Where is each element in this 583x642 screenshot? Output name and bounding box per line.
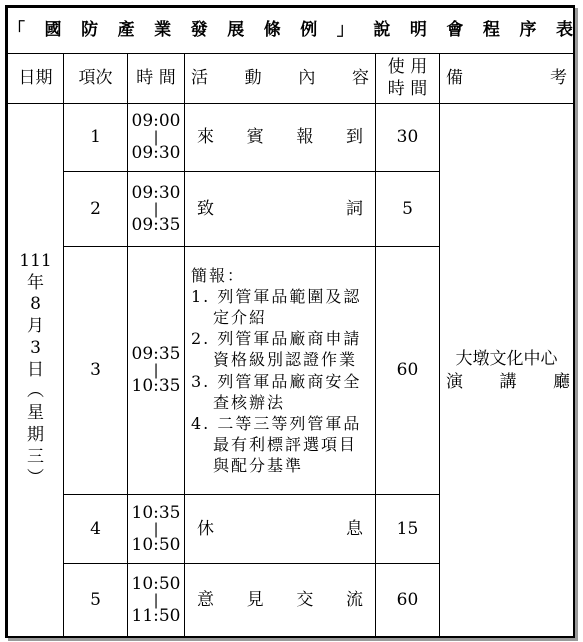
title-char: 業 <box>154 20 172 41</box>
title-char: 表 <box>555 20 573 41</box>
title-char: 明 <box>409 20 427 41</box>
item-no: 1 <box>64 104 128 172</box>
time-cell: 09:00 | 09:30 <box>128 104 185 172</box>
date-char: 日 <box>27 359 44 380</box>
time-cell: 09:30 | 09:35 <box>128 172 185 247</box>
duration-cell: 30 <box>376 104 440 172</box>
briefing-cell <box>185 247 376 495</box>
title-char: 展 <box>227 20 245 41</box>
header-remarks: 備 考 <box>440 54 574 104</box>
briefing-item: 3. 列管軍品廠商安全查核辦法 <box>191 371 362 412</box>
title-char: 產 <box>117 20 135 41</box>
title-char: 序 <box>519 20 537 41</box>
date-char: 111 <box>19 250 52 271</box>
date-char: 期 <box>27 424 44 445</box>
briefing-title: 簡報： <box>191 265 246 285</box>
time-cell: 10:50 | 11:50 <box>128 564 185 638</box>
activity-cell: 致 詞 <box>185 172 376 247</box>
item-no: 2 <box>64 172 128 247</box>
briefing-item: 2. 列管軍品廠商申請資格級別認證作業 <box>191 329 362 370</box>
time-cell: 10:35 | 10:50 <box>128 495 185 564</box>
header-activity: 活 動 內 容 <box>185 54 376 104</box>
location-cell: 大墩文化中心 演 講 廳 <box>440 104 574 638</box>
item-no: 5 <box>64 564 128 638</box>
activity-cell: 休 息 <box>185 495 376 564</box>
title-char: 」 <box>336 20 354 41</box>
header-row <box>8 54 574 104</box>
item-no: 3 <box>64 247 128 495</box>
title-char: 防 <box>81 20 99 41</box>
schedule-table <box>7 7 574 638</box>
briefing-item: 1. 列管軍品範圍及認定介紹 <box>191 287 362 328</box>
header-item-no: 項次 <box>64 54 128 104</box>
header-date: 日期 <box>8 54 64 104</box>
duration-cell: 15 <box>376 495 440 564</box>
date-cell <box>8 104 64 638</box>
date-char: 月 <box>27 316 44 337</box>
title-char: 會 <box>446 20 464 41</box>
title-char: 「 <box>8 20 25 41</box>
title-char: 國 <box>44 20 62 41</box>
activity-cell: 來 賓 報 到 <box>185 104 376 172</box>
header-time: 時 間 <box>128 54 185 104</box>
duration-cell: 60 <box>376 247 440 495</box>
table-title <box>8 8 574 54</box>
header-duration: 使 用 時 間 <box>376 54 440 104</box>
title-char: 條 <box>263 20 281 41</box>
title-row <box>8 8 574 54</box>
date-char: 8 <box>30 294 41 315</box>
duration-cell: 60 <box>376 564 440 638</box>
item-no: 4 <box>64 495 128 564</box>
time-cell: 09:35 | 10:35 <box>128 247 185 495</box>
title-char: 程 <box>482 20 500 41</box>
activity-cell: 意 見 交 流 <box>185 564 376 638</box>
date-char: ︶ <box>27 468 44 489</box>
title-char: 說 <box>373 20 391 41</box>
table-row <box>8 104 574 172</box>
date-char: 星 <box>27 403 44 424</box>
date-char: ︵ <box>27 381 44 402</box>
duration-cell: 5 <box>376 172 440 247</box>
date-char: 三 <box>27 446 44 467</box>
briefing-item: 4. 二等三等列管軍品最有利標評選項目與配分基準 <box>191 413 362 475</box>
date-char: 年 <box>27 272 44 293</box>
title-char: 發 <box>190 20 208 41</box>
title-char: 例 <box>300 20 318 41</box>
date-char: 3 <box>30 337 41 358</box>
